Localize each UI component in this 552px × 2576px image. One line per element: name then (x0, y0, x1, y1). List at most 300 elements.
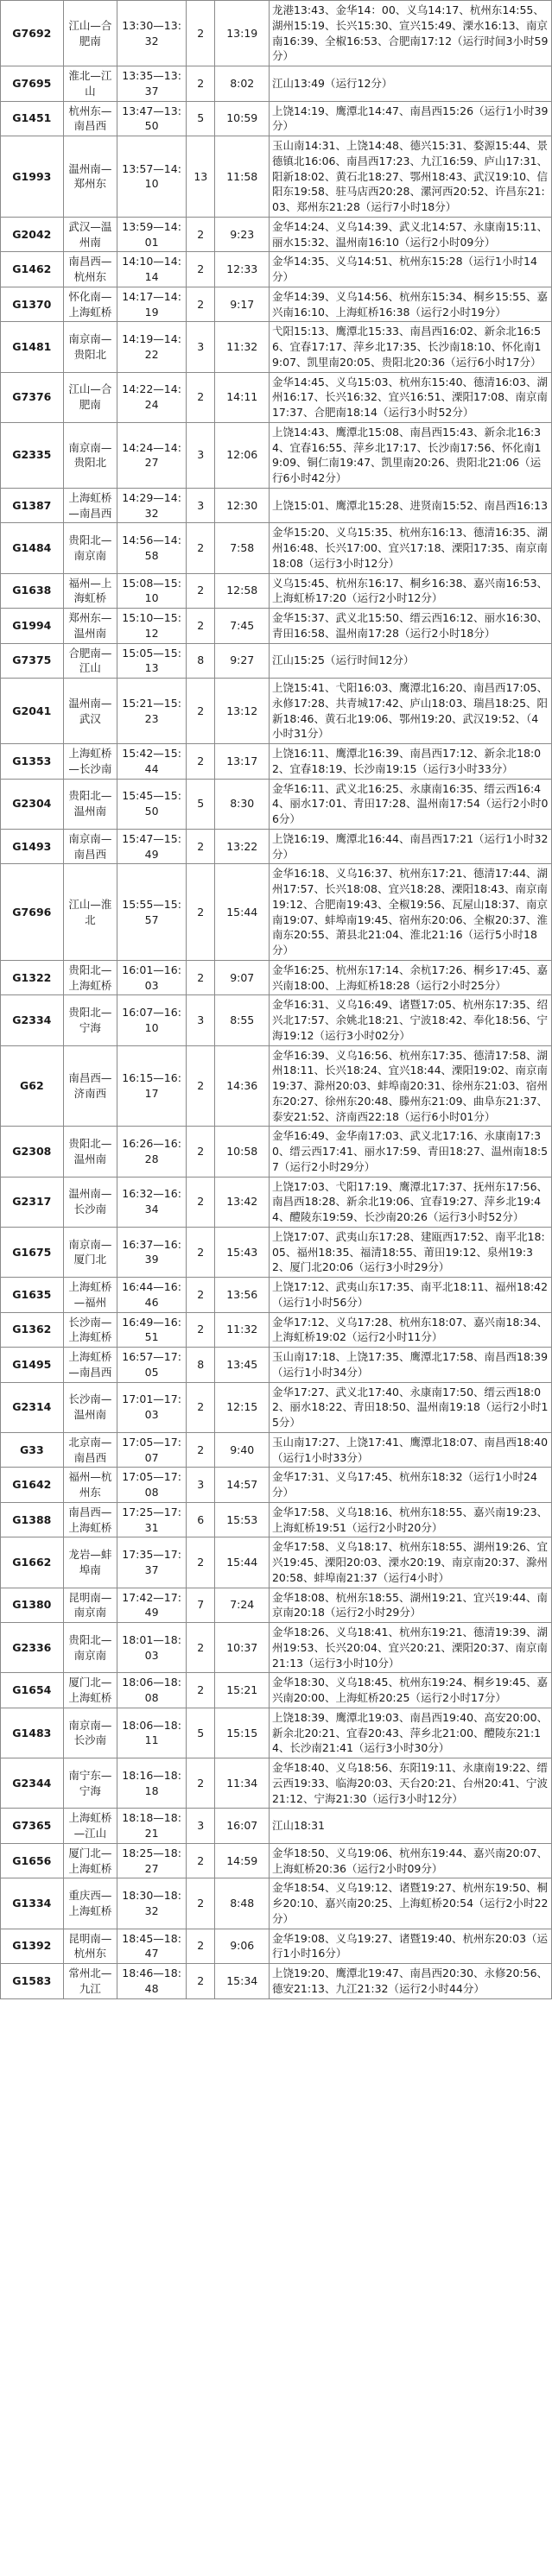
stop-minutes: 2 (187, 372, 215, 422)
stop-minutes: 2 (187, 864, 215, 961)
stop-minutes: 2 (187, 960, 215, 995)
stop-minutes: 2 (187, 1878, 215, 1929)
train-number: G2335 (1, 422, 64, 488)
stop-minutes: 13 (187, 136, 215, 218)
train-number: G7695 (1, 66, 64, 102)
stop-minutes: 8 (187, 1348, 215, 1383)
subsequent-stops: 金华18:50、义乌19:06、杭州东19:44、嘉兴南20:07、上海虹桥20:36（运行2小时09分） (269, 1843, 551, 1878)
subsequent-stops: 金华17:58、义乌18:17、杭州东18:55、湖州19:26、宜兴19:45、溧阳20:03、溧水20:19、南京南20:37、滁州20:58、蚌埠南21:37（运行4小时） (269, 1537, 551, 1588)
arrive-depart-time: 15:55—15:57 (117, 864, 187, 961)
arrive-depart-time: 13:35—13:37 (117, 66, 187, 102)
total-duration: 7:58 (215, 523, 269, 573)
table-row (1, 1964, 552, 1999)
arrive-depart-time: 16:49—16:51 (117, 1312, 187, 1348)
subsequent-stops: 金华16:11、武义北16:25、永康南16:35、缙云西16:44、丽水17:01、青田17:28、温州南17:54（运行2小时06分） (269, 779, 551, 829)
train-route: 昆明南—杭州东 (63, 1929, 117, 1964)
arrive-depart-time: 18:18—18:21 (117, 1809, 187, 1844)
train-number: G1353 (1, 744, 64, 780)
subsequent-stops: 上饶16:19、鹰潭北16:44、南昌西17:21（运行1小时32分） (269, 829, 551, 864)
train-route: 贵阳北—上海虹桥 (63, 960, 117, 995)
total-duration: 14:57 (215, 1468, 269, 1503)
table-row (1, 422, 552, 488)
arrive-depart-time: 15:45—15:50 (117, 779, 187, 829)
train-number: G1392 (1, 1929, 64, 1964)
train-number: G2344 (1, 1758, 64, 1809)
arrive-depart-time: 17:42—17:49 (117, 1588, 187, 1623)
arrive-depart-time: 18:30—18:32 (117, 1878, 187, 1929)
train-number: G7696 (1, 864, 64, 961)
train-route: 南京南—长沙南 (63, 1708, 117, 1758)
train-number: G1662 (1, 1537, 64, 1588)
stop-minutes: 3 (187, 322, 215, 372)
subsequent-stops: 金华18:40、义乌18:56、东阳19:11、永康南19:22、缙云西19:33、临海20:03、天台20:21、台州20:41、宁波21:12、宁海21:30（运行3小时12分） (269, 1758, 551, 1809)
train-route: 上海虹桥—南昌西 (63, 488, 117, 523)
total-duration: 15:15 (215, 1708, 269, 1758)
table-row (1, 1278, 552, 1313)
train-route: 贵阳北—宁海 (63, 995, 117, 1045)
total-duration: 11:32 (215, 1312, 269, 1348)
train-number: G2314 (1, 1382, 64, 1432)
train-route: 上海虹桥—福州 (63, 1278, 117, 1313)
subsequent-stops: 上饶16:11、鹰潭北16:39、南昌西17:12、新余北18:02、宜春18:19、长沙南19:15（运行3小时33分） (269, 744, 551, 780)
table-row (1, 1758, 552, 1809)
total-duration: 15:21 (215, 1673, 269, 1708)
total-duration: 8:55 (215, 995, 269, 1045)
train-route: 南昌西—上海虹桥 (63, 1502, 117, 1537)
table-row (1, 1843, 552, 1878)
total-duration: 7:24 (215, 1588, 269, 1623)
total-duration: 11:32 (215, 322, 269, 372)
subsequent-stops: 金华18:30、义乌18:45、杭州东19:24、桐乡19:45、嘉兴南20:00、上海虹桥20:25（运行2小时17分） (269, 1673, 551, 1708)
arrive-depart-time: 17:35—17:37 (117, 1537, 187, 1588)
table-row (1, 287, 552, 322)
train-route: 郑州东—温州南 (63, 609, 117, 644)
table-row (1, 252, 552, 287)
total-duration: 9:27 (215, 643, 269, 679)
total-duration: 9:17 (215, 287, 269, 322)
train-route: 温州南—武汉 (63, 679, 117, 744)
stop-minutes: 8 (187, 643, 215, 679)
stop-minutes: 2 (187, 1382, 215, 1432)
table-row (1, 488, 552, 523)
subsequent-stops: 金华16:25、杭州东17:14、余杭17:26、桐乡17:45、嘉兴南18:00、上海虹桥18:28（运行2小时25分） (269, 960, 551, 995)
train-number: G1481 (1, 322, 64, 372)
train-route: 上海虹桥—江山 (63, 1809, 117, 1844)
table-row (1, 1708, 552, 1758)
subsequent-stops: 玉山南17:18、上饶17:35、鹰潭北17:58、南昌西18:39（运行1小时34分） (269, 1348, 551, 1383)
subsequent-stops: 金华17:31、义乌17:45、杭州东18:32（运行1小时24分） (269, 1468, 551, 1503)
table-row (1, 829, 552, 864)
stop-minutes: 3 (187, 1809, 215, 1844)
table-row (1, 1588, 552, 1623)
arrive-depart-time: 15:42—15:44 (117, 744, 187, 780)
subsequent-stops: 上饶17:12、武夷山东17:35、南平北18:11、福州18:42（运行1小时56分） (269, 1278, 551, 1313)
total-duration: 9:07 (215, 960, 269, 995)
total-duration: 14:11 (215, 372, 269, 422)
subsequent-stops: 上饶17:03、弋阳17:19、鹰潭北17:37、抚州东17:56、南昌西18:28、新余北19:06、宜春19:27、萍乡北19:44、醴陵东19:59、长沙南20:26（运行3小时52分） (269, 1177, 551, 1227)
table-row (1, 679, 552, 744)
stop-minutes: 2 (187, 829, 215, 864)
stop-minutes: 2 (187, 1127, 215, 1177)
table-row (1, 1929, 552, 1964)
table-row (1, 960, 552, 995)
train-route: 温州南—郑州东 (63, 136, 117, 218)
stop-minutes: 2 (187, 744, 215, 780)
table-row (1, 744, 552, 780)
total-duration: 13:19 (215, 1, 269, 66)
total-duration: 9:40 (215, 1432, 269, 1468)
train-route: 南京南—贵阳北 (63, 322, 117, 372)
arrive-depart-time: 16:32—16:34 (117, 1177, 187, 1227)
stop-minutes: 5 (187, 1708, 215, 1758)
stop-minutes: 2 (187, 573, 215, 609)
total-duration: 12:15 (215, 1382, 269, 1432)
total-duration: 12:33 (215, 252, 269, 287)
stop-minutes: 2 (187, 609, 215, 644)
stop-minutes: 2 (187, 1623, 215, 1673)
train-number: G1656 (1, 1843, 64, 1878)
stop-minutes: 6 (187, 1502, 215, 1537)
train-number: G1642 (1, 1468, 64, 1503)
table-row (1, 523, 552, 573)
train-route: 龙岩—蚌埠南 (63, 1537, 117, 1588)
total-duration: 8:30 (215, 779, 269, 829)
arrive-depart-time: 14:17—14:19 (117, 287, 187, 322)
train-route: 南昌西—济南西 (63, 1045, 117, 1127)
stop-minutes: 2 (187, 1964, 215, 1999)
stop-minutes: 2 (187, 287, 215, 322)
arrive-depart-time: 14:24—14:27 (117, 422, 187, 488)
total-duration: 13:17 (215, 744, 269, 780)
arrive-depart-time: 17:05—17:08 (117, 1468, 187, 1503)
total-duration: 15:44 (215, 1537, 269, 1588)
subsequent-stops: 金华17:58、义乌18:16、杭州东18:55、嘉兴南19:23、上海虹桥19:51（运行2小时20分） (269, 1502, 551, 1537)
stop-minutes: 3 (187, 488, 215, 523)
table-row (1, 1432, 552, 1468)
subsequent-stops: 金华16:39、义乌16:56、杭州东17:35、德清17:58、湖州18:11、长兴18:24、宜兴18:44、溧阳19:02、南京南19:37、滁州20:03、蚌埠南20:31、徐州东21:03、宿州东20:27、徐州东20:48、滕州东21:09、曲阜东21:37、泰安21:52、济南西22:18（运行6小时01分） (269, 1045, 551, 1127)
arrive-depart-time: 16:37—16:39 (117, 1227, 187, 1277)
train-number: G62 (1, 1045, 64, 1127)
train-number: G7365 (1, 1809, 64, 1844)
total-duration: 13:42 (215, 1177, 269, 1227)
table-row (1, 643, 552, 679)
train-route: 杭州东—南昌西 (63, 101, 117, 136)
train-number: G1583 (1, 1964, 64, 1999)
stop-minutes: 2 (187, 1312, 215, 1348)
arrive-depart-time: 14:10—14:14 (117, 252, 187, 287)
table-row (1, 1177, 552, 1227)
total-duration: 15:43 (215, 1227, 269, 1277)
train-route: 贵阳北—南京南 (63, 1623, 117, 1673)
subsequent-stops: 金华19:08、义乌19:27、诸暨19:40、杭州东20:03（运行1小时16分） (269, 1929, 551, 1964)
table-row (1, 372, 552, 422)
subsequent-stops: 金华16:31、义乌16:49、诸暨17:05、杭州东17:35、绍兴北17:57、余姚北18:21、宁波18:42、奉化18:56、宁海19:12（运行3小时02分） (269, 995, 551, 1045)
stop-minutes: 5 (187, 779, 215, 829)
arrive-depart-time: 17:01—17:03 (117, 1382, 187, 1432)
total-duration: 16:07 (215, 1809, 269, 1844)
stop-minutes: 2 (187, 523, 215, 573)
total-duration: 14:59 (215, 1843, 269, 1878)
train-number: G1322 (1, 960, 64, 995)
train-route: 昆明南—南京南 (63, 1588, 117, 1623)
total-duration: 12:06 (215, 422, 269, 488)
subsequent-stops: 上饶18:39、鹰潭北19:03、南昌西19:40、高安20:00、新余北20:21、宜春20:43、萍乡北21:00、醴陵东21:14、长沙南21:41（运行3小时30分） (269, 1708, 551, 1758)
train-number: G1993 (1, 136, 64, 218)
total-duration: 7:45 (215, 609, 269, 644)
total-duration: 8:48 (215, 1878, 269, 1929)
stop-minutes: 2 (187, 1278, 215, 1313)
arrive-depart-time: 16:07—16:10 (117, 995, 187, 1045)
stop-minutes: 2 (187, 1227, 215, 1277)
subsequent-stops: 金华18:26、义乌18:41、杭州东19:21、德清19:39、湖州19:53、长兴20:04、宜兴20:21、溧阳20:37、南京南21:13（运行3小时10分） (269, 1623, 551, 1673)
total-duration: 10:58 (215, 1127, 269, 1177)
arrive-depart-time: 14:56—14:58 (117, 523, 187, 573)
train-route: 厦门北—上海虹桥 (63, 1843, 117, 1878)
train-number: G7376 (1, 372, 64, 422)
train-number: G7692 (1, 1, 64, 66)
subsequent-stops: 金华18:54、义乌19:12、诸暨19:27、杭州东19:50、桐乡20:10、嘉兴南20:25、上海虹桥20:54（运行2小时22分） (269, 1878, 551, 1929)
stop-minutes: 2 (187, 1758, 215, 1809)
train-number: G1635 (1, 1278, 64, 1313)
train-route: 贵阳北—南京南 (63, 523, 117, 573)
table-row (1, 217, 552, 252)
train-route: 淮北—江山 (63, 66, 117, 102)
train-number: G2336 (1, 1623, 64, 1673)
stop-minutes: 5 (187, 101, 215, 136)
total-duration: 13:22 (215, 829, 269, 864)
total-duration: 13:45 (215, 1348, 269, 1383)
arrive-depart-time: 16:15—16:17 (117, 1045, 187, 1127)
train-route: 上海虹桥—长沙南 (63, 744, 117, 780)
arrive-depart-time: 13:59—14:01 (117, 217, 187, 252)
subsequent-stops: 金华14:35、义乌14:51、杭州东15:28（运行1小时14分） (269, 252, 551, 287)
table-row (1, 1809, 552, 1844)
subsequent-stops: 上饶15:01、鹰潭北15:28、进贤南15:52、南昌西16:13 (269, 488, 551, 523)
arrive-depart-time: 14:22—14:24 (117, 372, 187, 422)
stop-minutes: 2 (187, 1, 215, 66)
subsequent-stops: 上饶15:41、弋阳16:03、鹰潭北16:20、南昌西17:05、永修17:28、共青城17:42、庐山18:03、瑞昌18:25、阳新18:46、黄石北19:06、鄂州19:20、武汉19:52、（4小时31分） (269, 679, 551, 744)
train-number: G1334 (1, 1878, 64, 1929)
arrive-depart-time: 18:06—18:11 (117, 1708, 187, 1758)
train-route: 江山—淮北 (63, 864, 117, 961)
train-route: 福州—上海虹桥 (63, 573, 117, 609)
subsequent-stops: 金华17:27、武义北17:40、永康南17:50、缙云西18:02、丽水18:22、青田18:50、温州南19:18（运行2小时15分） (269, 1382, 551, 1432)
total-duration: 13:12 (215, 679, 269, 744)
arrive-depart-time: 17:05—17:07 (117, 1432, 187, 1468)
table-row (1, 1623, 552, 1673)
subsequent-stops: 金华14:39、义乌14:56、杭州东15:34、桐乡15:55、嘉兴南16:10、上海虹桥16:38（运行2小时19分） (269, 287, 551, 322)
train-route: 南宁东—宁海 (63, 1758, 117, 1809)
train-number: G1675 (1, 1227, 64, 1277)
arrive-depart-time: 13:30—13:32 (117, 1, 187, 66)
subsequent-stops: 金华15:37、武义北15:50、缙云西16:12、丽水16:30、青田16:58、温州南17:28（运行2小时18分） (269, 609, 551, 644)
train-route: 常州北—九江 (63, 1964, 117, 1999)
arrive-depart-time: 15:05—15:13 (117, 643, 187, 679)
stop-minutes: 2 (187, 1432, 215, 1468)
arrive-depart-time: 15:10—15:12 (117, 609, 187, 644)
total-duration: 15:44 (215, 864, 269, 961)
arrive-depart-time: 17:25—17:31 (117, 1502, 187, 1537)
table-row (1, 573, 552, 609)
stop-minutes: 2 (187, 1177, 215, 1227)
table-row (1, 1502, 552, 1537)
train-route: 怀化南—上海虹桥 (63, 287, 117, 322)
stop-minutes: 2 (187, 1537, 215, 1588)
table-row (1, 1312, 552, 1348)
train-number: G1483 (1, 1708, 64, 1758)
subsequent-stops: 金华18:08、杭州东18:55、湖州19:21、宜兴19:44、南京南20:18（运行2小时29分） (269, 1588, 551, 1623)
train-number: G2308 (1, 1127, 64, 1177)
arrive-depart-time: 16:26—16:28 (117, 1127, 187, 1177)
train-number: G2317 (1, 1177, 64, 1227)
arrive-depart-time: 15:08—15:10 (117, 573, 187, 609)
arrive-depart-time: 13:57—14:10 (117, 136, 187, 218)
subsequent-stops: 金华14:24、义乌14:39、武义北14:57、永康南15:11、丽水15:32、温州南16:10（运行2小时09分） (269, 217, 551, 252)
train-number: G2041 (1, 679, 64, 744)
arrive-depart-time: 14:29—14:32 (117, 488, 187, 523)
train-route: 厦门北—上海虹桥 (63, 1673, 117, 1708)
stop-minutes: 2 (187, 66, 215, 102)
subsequent-stops: 金华17:12、义乌17:28、杭州东18:07、嘉兴南18:34、上海虹桥19:02（运行2小时11分） (269, 1312, 551, 1348)
subsequent-stops: 上饶19:20、鹰潭北19:47、南昌西20:30、永修20:56、德安21:13、九江21:32（运行2小时44分） (269, 1964, 551, 1999)
train-number: G33 (1, 1432, 64, 1468)
train-route: 重庆西—上海虹桥 (63, 1878, 117, 1929)
table-row (1, 1045, 552, 1127)
stop-minutes: 2 (187, 1843, 215, 1878)
train-route: 武汉—温州南 (63, 217, 117, 252)
total-duration: 12:58 (215, 573, 269, 609)
train-number: G1638 (1, 573, 64, 609)
subsequent-stops: 上饶17:07、武夷山东17:28、建瓯西17:52、南平北18:05、福州18:35、福清18:55、莆田19:12、泉州19:32、厦门北20:06（运行3小时29分） (269, 1227, 551, 1277)
stop-minutes: 2 (187, 1673, 215, 1708)
stop-minutes: 7 (187, 1588, 215, 1623)
subsequent-stops: 金华16:18、义乌16:37、杭州东17:21、德清17:44、湖州17:57、长兴18:08、宜兴18:28、溧阳18:43、南京南19:12、合肥南19:43、全椒19:56、瓦屋山18:37、南京南19:07、蚌埠南19:45、宿州东20:06、全椒20:37、淮南东20:55、萧县北21:04、淮北21:16（运行5小时18分） (269, 864, 551, 961)
total-duration: 9:23 (215, 217, 269, 252)
train-number: G1495 (1, 1348, 64, 1383)
train-number: G7375 (1, 643, 64, 679)
subsequent-stops: 玉山南14:31、上饶14:48、德兴15:31、婺源15:44、景德镇北16:06、南昌西17:23、九江16:59、庐山17:31、阳新18:02、黄石北18:27、鄂州18:43、武汉19:10、信阳东19:58、驻马店西20:28、漯河西20:52、许昌东21:03、郑州东21:28（运行7小时18分） (269, 136, 551, 218)
arrive-depart-time: 18:25—18:27 (117, 1843, 187, 1878)
train-number: G1462 (1, 252, 64, 287)
subsequent-stops: 江山18:31 (269, 1809, 551, 1844)
table-row (1, 995, 552, 1045)
total-duration: 13:56 (215, 1278, 269, 1313)
train-route: 江山—合肥南 (63, 1, 117, 66)
subsequent-stops: 义乌15:45、杭州东16:17、桐乡16:38、嘉兴南16:53、上海虹桥17:20（运行2小时12分） (269, 573, 551, 609)
stop-minutes: 2 (187, 252, 215, 287)
arrive-depart-time: 16:57—17:05 (117, 1348, 187, 1383)
stop-minutes: 2 (187, 1929, 215, 1964)
train-number: G1388 (1, 1502, 64, 1537)
train-number: G2304 (1, 779, 64, 829)
train-number: G2334 (1, 995, 64, 1045)
train-route: 长沙南—上海虹桥 (63, 1312, 117, 1348)
train-route: 南京南—厦门北 (63, 1227, 117, 1277)
total-duration: 15:53 (215, 1502, 269, 1537)
subsequent-stops: 上饶14:19、鹰潭北14:47、南昌西15:26（运行1小时39分） (269, 101, 551, 136)
train-number: G1370 (1, 287, 64, 322)
arrive-depart-time: 15:47—15:49 (117, 829, 187, 864)
train-number: G1994 (1, 609, 64, 644)
train-route: 贵阳北—温州南 (63, 1127, 117, 1177)
table-row (1, 1878, 552, 1929)
arrive-depart-time: 16:44—16:46 (117, 1278, 187, 1313)
train-route: 南京南—南昌西 (63, 829, 117, 864)
table-row (1, 1673, 552, 1708)
total-duration: 11:58 (215, 136, 269, 218)
subsequent-stops: 江山13:49（运行12分） (269, 66, 551, 102)
subsequent-stops: 金华14:45、义乌15:03、杭州东15:40、德清16:03、湖州16:17、长兴16:32、宜兴16:51、溧阳17:08、南京南17:37、合肥南18:14（运行3小时52分） (269, 372, 551, 422)
arrive-depart-time: 16:01—16:03 (117, 960, 187, 995)
table-row (1, 779, 552, 829)
table-row (1, 1382, 552, 1432)
total-duration: 8:02 (215, 66, 269, 102)
stop-minutes: 2 (187, 1045, 215, 1127)
train-number: G2042 (1, 217, 64, 252)
train-route: 上海虹桥—南昌西 (63, 1348, 117, 1383)
table-row (1, 101, 552, 136)
table-row (1, 609, 552, 644)
total-duration: 15:34 (215, 1964, 269, 1999)
train-route: 贵阳北—温州南 (63, 779, 117, 829)
subsequent-stops: 玉山南17:27、上饶17:41、鹰潭北18:07、南昌西18:40（运行1小时33分） (269, 1432, 551, 1468)
total-duration: 10:59 (215, 101, 269, 136)
train-number: G1387 (1, 488, 64, 523)
arrive-depart-time: 15:21—15:23 (117, 679, 187, 744)
table-row (1, 1127, 552, 1177)
total-duration: 12:30 (215, 488, 269, 523)
total-duration: 10:37 (215, 1623, 269, 1673)
stop-minutes: 3 (187, 1468, 215, 1503)
subsequent-stops: 弋阳15:13、鹰潭北15:33、南昌西16:02、新余北16:56、宜春17:17、萍乡北17:35、长沙南18:10、怀化南19:07、凯里南20:05、贵阳北20:36（运行6小时17分） (269, 322, 551, 372)
stop-minutes: 2 (187, 217, 215, 252)
table-row (1, 1537, 552, 1588)
train-route: 南京南—贵阳北 (63, 422, 117, 488)
train-route: 合肥南—江山 (63, 643, 117, 679)
train-route: 江山—合肥南 (63, 372, 117, 422)
stop-minutes: 3 (187, 995, 215, 1045)
table-row (1, 1227, 552, 1277)
stop-minutes: 2 (187, 679, 215, 744)
subsequent-stops: 上饶14:43、鹰潭北15:08、南昌西15:43、新余北16:34、宜春16:55、萍乡北17:17、长沙南17:56、怀化南19:09、铜仁南19:47、凯里南20:26、贵阳北21:06（运行6小时42分） (269, 422, 551, 488)
subsequent-stops: 江山15:25（运行时间12分） (269, 643, 551, 679)
total-duration: 9:06 (215, 1929, 269, 1964)
train-number: G1362 (1, 1312, 64, 1348)
table-row (1, 66, 552, 102)
train-route: 南昌西—杭州东 (63, 252, 117, 287)
train-number: G1493 (1, 829, 64, 864)
table-row (1, 322, 552, 372)
arrive-depart-time: 18:01—18:03 (117, 1623, 187, 1673)
train-number: G1654 (1, 1673, 64, 1708)
stop-minutes: 3 (187, 422, 215, 488)
table-row (1, 1, 552, 66)
arrive-depart-time: 13:47—13:50 (117, 101, 187, 136)
arrive-depart-time: 14:19—14:22 (117, 322, 187, 372)
arrive-depart-time: 18:06—18:08 (117, 1673, 187, 1708)
table-row (1, 864, 552, 961)
arrive-depart-time: 18:46—18:48 (117, 1964, 187, 1999)
table-row (1, 1468, 552, 1503)
train-route: 长沙南—温州南 (63, 1382, 117, 1432)
table-row (1, 136, 552, 218)
arrive-depart-time: 18:45—18:47 (117, 1929, 187, 1964)
train-route: 温州南—长沙南 (63, 1177, 117, 1227)
train-number: G1380 (1, 1588, 64, 1623)
total-duration: 14:36 (215, 1045, 269, 1127)
arrive-depart-time: 18:16—18:18 (117, 1758, 187, 1809)
subsequent-stops: 金华15:20、义乌15:35、杭州东16:13、德清16:35、湖州16:48、长兴17:00、宜兴17:18、溧阳17:35、南京南18:08（运行3小时12分） (269, 523, 551, 573)
